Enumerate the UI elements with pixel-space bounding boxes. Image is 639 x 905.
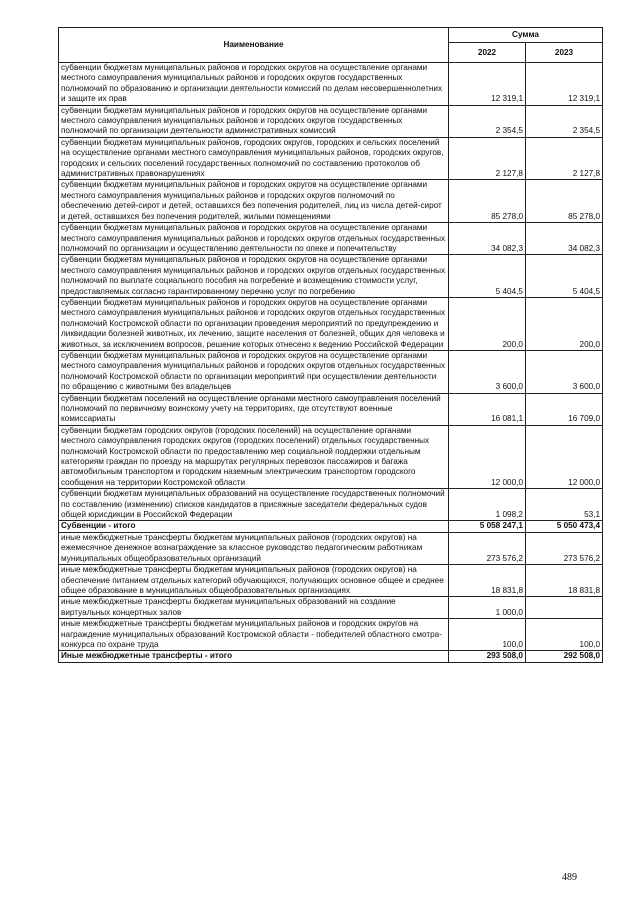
row-value-2022: 1 000,0: [449, 597, 526, 619]
table-row: [59, 137, 603, 180]
table-row: [59, 223, 603, 255]
row-value-2022: 12 000,0: [449, 425, 526, 488]
row-value-2023: [526, 597, 603, 619]
row-value-2022: 18 831,8: [449, 565, 526, 597]
row-name: субвенции бюджетам поселений на осуществление органами местного самоуправления поселений полномочий по первичному воинскому учету на территориях, где отсутствуют военные комиссариаты: [59, 393, 449, 425]
row-value-2022: 100,0: [449, 619, 526, 651]
row-value-2022: 273 576,2: [449, 532, 526, 564]
row-value-2022: 200,0: [449, 297, 526, 350]
row-value-2022: 3 600,0: [449, 350, 526, 393]
table-row: [59, 532, 603, 564]
row-name: субвенции бюджетам муниципальных образований на осуществление государственных полномочий по составлению (изменению) списков кандидатов в присяжные заседатели федеральных судов общей юрисдикции в Российской Федерации: [59, 489, 449, 521]
row-value-2023: 85 278,0: [526, 180, 603, 223]
budget-table: [58, 27, 603, 663]
row-value-2023: 2 127,8: [526, 137, 603, 180]
row-value-2022: 34 082,3: [449, 223, 526, 255]
row-name: субвенции бюджетам муниципальных районов, городских округов, городских и сельских поселений на осуществление органами местного самоуправления муниципальных районов, городских округов, городских и сельских поселений государственных полномочий по составлению протоколов об административных правонарушениях: [59, 137, 449, 180]
total-row: [59, 521, 603, 532]
row-value-2023: 12 319,1: [526, 63, 603, 106]
row-name: субвенции бюджетам муниципальных районов и городских округов на осуществление органами местного самоуправления муниципальных районов и городских округов отдельных государственных полномочий Костромской области по организации проведения мероприятий по предупреждению и ликвидации болезней животных, их лечению, защите населения от болезней, общих для человека и животных, за исключением вопросов, решение которых отнесено к ведению Российской Федерации: [59, 297, 449, 350]
table-row: [59, 105, 603, 137]
table-row: [59, 255, 603, 298]
table-row: [59, 489, 603, 521]
row-value-2022: 5 058 247,1: [449, 521, 526, 532]
row-name: субвенции бюджетам муниципальных районов и городских округов на осуществление органами местного самоуправления муниципальных районов и городских округов полномочий по обеспечению детей-сирот и детей, оставшихся без попечения родителей, лиц из числа детей-сирот и детей, оставшихся без попечения родителей, жилыми помещениями: [59, 180, 449, 223]
row-name: иные межбюджетные трансферты бюджетам муниципальных районов (городских округов) на обеспечение питанием отдельных категорий обучающихся, получающих основное общее и среднее общее образование в муниципальных общеобразовательных организациях: [59, 565, 449, 597]
row-name: субвенции бюджетам муниципальных районов и городских округов на осуществление органами местного самоуправления муниципальных районов и городских округов государственных полномочий по образованию и организации деятельности комиссий по делам несовершеннолетних и защите их прав: [59, 63, 449, 106]
row-value-2023: 200,0: [526, 297, 603, 350]
row-value-2023: 273 576,2: [526, 532, 603, 564]
row-value-2022: 293 508,0: [449, 651, 526, 662]
row-value-2022: 16 081,1: [449, 393, 526, 425]
row-value-2023: 16 709,0: [526, 393, 603, 425]
table-row: [59, 619, 603, 651]
table-row: [59, 63, 603, 106]
row-value-2023: 18 831,8: [526, 565, 603, 597]
page-number: 489: [562, 872, 577, 883]
row-name: иные межбюджетные трансферты бюджетам муниципальных районов и городских округов на награждение муниципальных образований Костромской области - победителей областного смотра-конкурса по охране труда: [59, 619, 449, 651]
header-name: Наименование: [59, 28, 449, 63]
row-name: субвенции бюджетам муниципальных районов и городских округов на осуществление органами местного самоуправления муниципальных районов и городских округов отдельных государственных полномочий по организации и осуществлению деятельности по опеке и попечительству: [59, 223, 449, 255]
header-sum: Сумма: [449, 28, 603, 43]
total-row: [59, 651, 603, 662]
row-value-2023: 12 000,0: [526, 425, 603, 488]
table-row: [59, 180, 603, 223]
table-row: [59, 297, 603, 350]
table-row: [59, 425, 603, 488]
row-value-2022: 2 127,8: [449, 137, 526, 180]
row-name: субвенции бюджетам муниципальных районов и городских округов на осуществление органами местного самоуправления муниципальных районов и городских округов отдельных государственных полномочий по выплате социального пособия на погребение и возмещению стоимости услуг, предоставляемых согласно гарантированному перечню услуг по погребению: [59, 255, 449, 298]
header-year-2022: 2022: [449, 43, 526, 63]
row-value-2023: 5 050 473,4: [526, 521, 603, 532]
row-name: субвенции бюджетам муниципальных районов и городских округов на осуществление органами местного самоуправления муниципальных районов и городских округов отдельных государственных полномочий Костромской области по организации мероприятий при осуществлении деятельности по обращению с животными без владельцев: [59, 350, 449, 393]
row-value-2023: 34 082,3: [526, 223, 603, 255]
row-name: Иные межбюджетные трансферты - итого: [59, 651, 449, 662]
row-value-2022: 5 404,5: [449, 255, 526, 298]
row-name: иные межбюджетные трансферты бюджетам муниципальных образований на создание виртуальных концертных залов: [59, 597, 449, 619]
table-row: [59, 597, 603, 619]
table-row: [59, 350, 603, 393]
row-value-2022: 12 319,1: [449, 63, 526, 106]
row-value-2022: 2 354,5: [449, 105, 526, 137]
row-value-2023: 100,0: [526, 619, 603, 651]
row-name: субвенции бюджетам городских округов (городских поселений) на осуществление органами местного самоуправления городских округов (городских поселений) отдельных государственных полномочий Костромской области по предоставлению мер социальной поддержки отдельным категориям граждан по проезду на маршрутах регулярных перевозок пассажиров и багажа автомобильным транспортом и городским наземным электрическим транспортом городского сообщения на территории Костромской области: [59, 425, 449, 488]
header-year-2023: 2023: [526, 43, 603, 63]
row-value-2023: 3 600,0: [526, 350, 603, 393]
row-value-2022: 85 278,0: [449, 180, 526, 223]
table-row: [59, 393, 603, 425]
row-name: иные межбюджетные трансферты бюджетам муниципальных районов (городских округов) на ежемесячное денежное вознаграждение за классное руководство педагогическим работникам муниципальных общеобразовательных организаций: [59, 532, 449, 564]
table-body: [59, 63, 603, 663]
row-value-2023: 2 354,5: [526, 105, 603, 137]
row-value-2023: 53,1: [526, 489, 603, 521]
row-value-2023: 292 508,0: [526, 651, 603, 662]
row-name: Субвенции - итого: [59, 521, 449, 532]
row-value-2022: 1 098,2: [449, 489, 526, 521]
table-row: [59, 565, 603, 597]
row-name: субвенции бюджетам муниципальных районов и городских округов на осуществление органами местного самоуправления муниципальных районов и городских округов государственных полномочий по организации деятельности административных комиссий: [59, 105, 449, 137]
row-value-2023: 5 404,5: [526, 255, 603, 298]
